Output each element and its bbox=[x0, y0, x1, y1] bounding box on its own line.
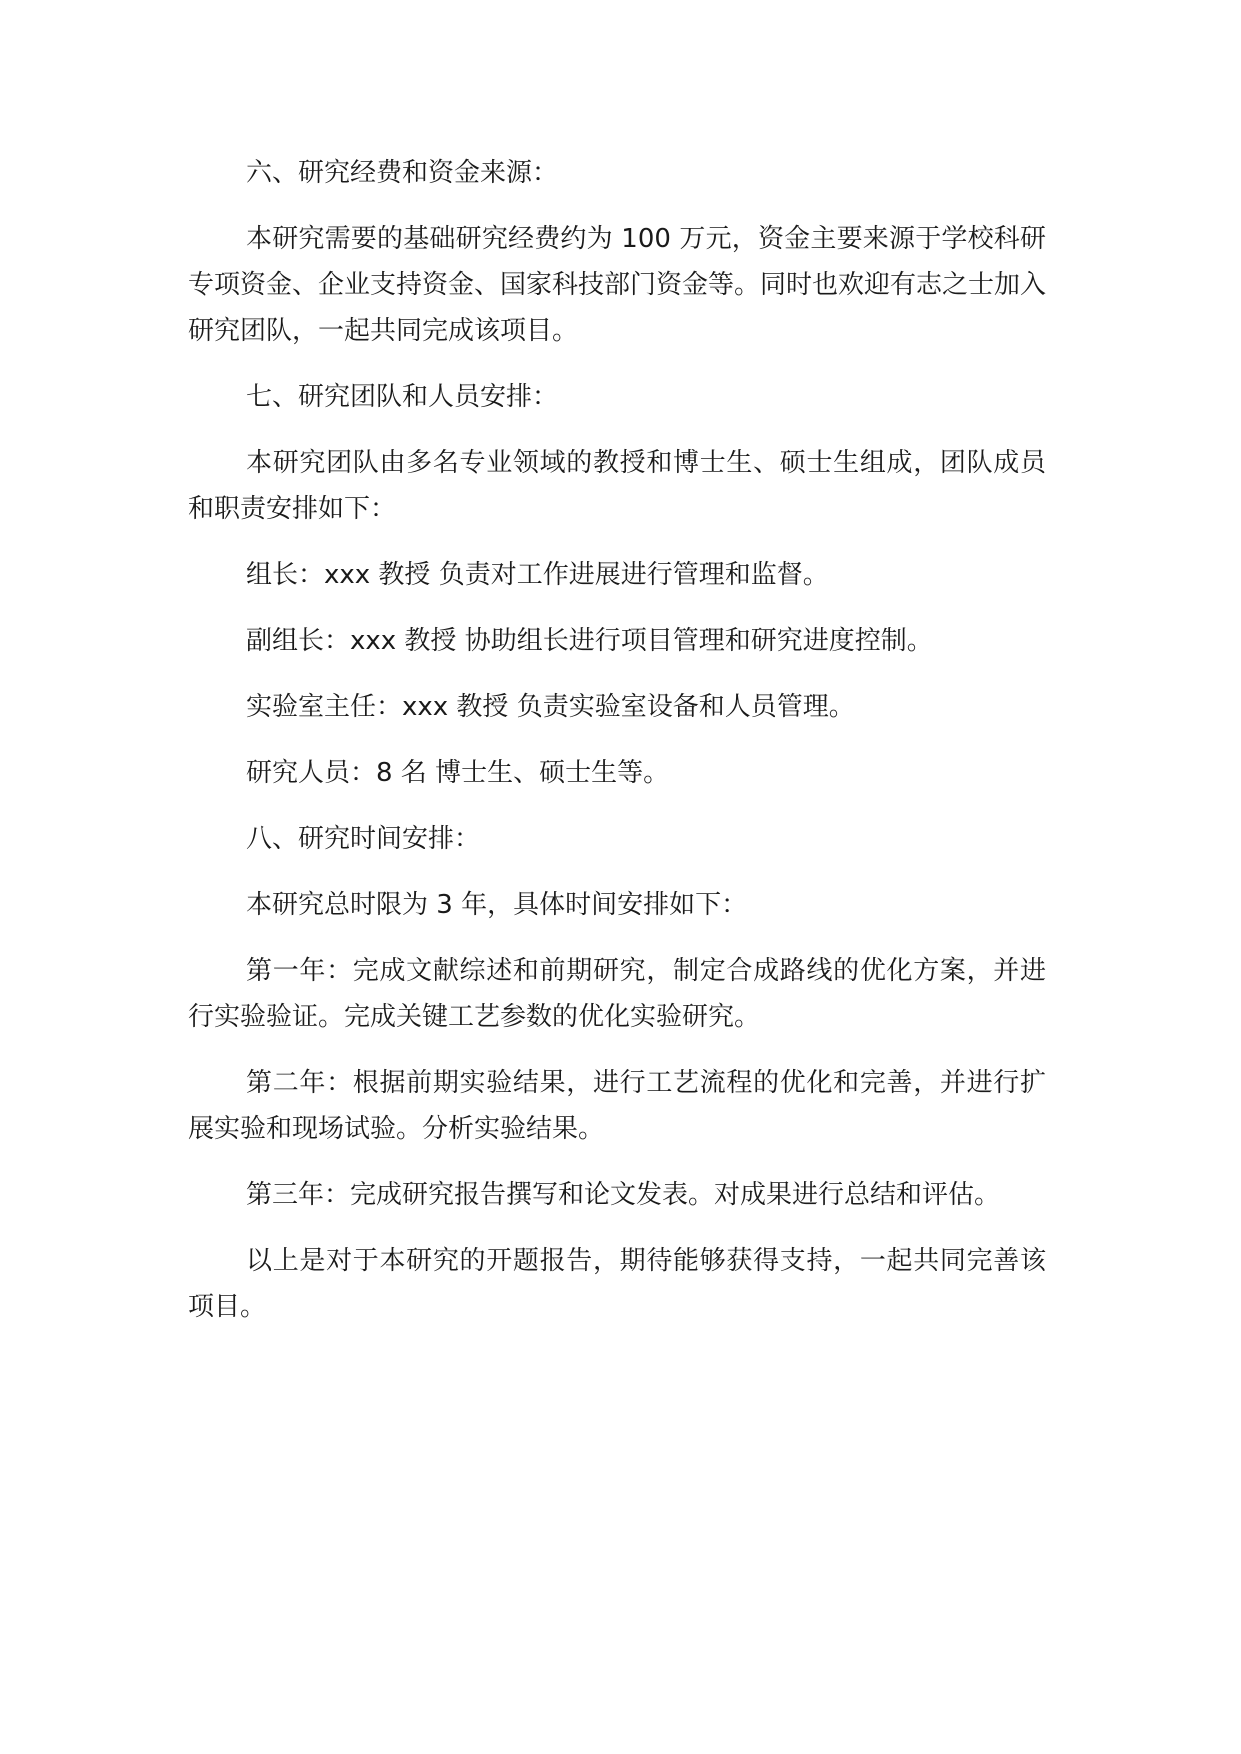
paragraph-schedule-year1: 第一年：完成文献综述和前期研究，制定合成路线的优化方案，并进行实验验证。完成关键工艺参数的优化实验研究。 bbox=[188, 956, 1046, 1032]
paragraph-schedule-intro: 本研究总时限为 3 年，具体时间安排如下： bbox=[246, 890, 748, 920]
section-heading-funding: 六、研究经费和资金来源： bbox=[246, 158, 559, 188]
paragraph-team-deputy: 副组长：xxx 教授 协助组长进行项目管理和研究进度控制。 bbox=[246, 626, 933, 656]
paragraph-team-lab-director: 实验室主任：xxx 教授 负责实验室设备和人员管理。 bbox=[246, 692, 855, 722]
paragraph-team-researchers: 研究人员：8 名 博士生、硕士生等。 bbox=[246, 758, 670, 788]
section-heading-schedule: 八、研究时间安排： bbox=[246, 824, 481, 854]
paragraph-team-intro: 本研究团队由多名专业领域的教授和博士生、硕士生组成，团队成员和职责安排如下： bbox=[188, 448, 1046, 524]
paragraph-schedule-year3: 第三年：完成研究报告撰写和论文发表。对成果进行总结和评估。 bbox=[246, 1180, 1001, 1210]
paragraph-schedule-year2: 第二年：根据前期实验结果，进行工艺流程的优化和完善，并进行扩展实验和现场试验。分析实验结果。 bbox=[188, 1068, 1046, 1144]
section-heading-team: 七、研究团队和人员安排： bbox=[246, 382, 559, 412]
paragraph-team-leader: 组长：xxx 教授 负责对工作进展进行管理和监督。 bbox=[246, 560, 829, 590]
paragraph-conclusion: 以上是对于本研究的开题报告，期待能够获得支持，一起共同完善该项目。 bbox=[188, 1246, 1046, 1322]
document-body bbox=[188, 150, 1046, 1350]
paragraph-funding: 本研究需要的基础研究经费约为 100 万元，资金主要来源于学校科研专项资金、企业支持资金、国家科技部门资金等。同时也欢迎有志之士加入研究团队，一起共同完成该项目。 bbox=[188, 224, 1047, 346]
